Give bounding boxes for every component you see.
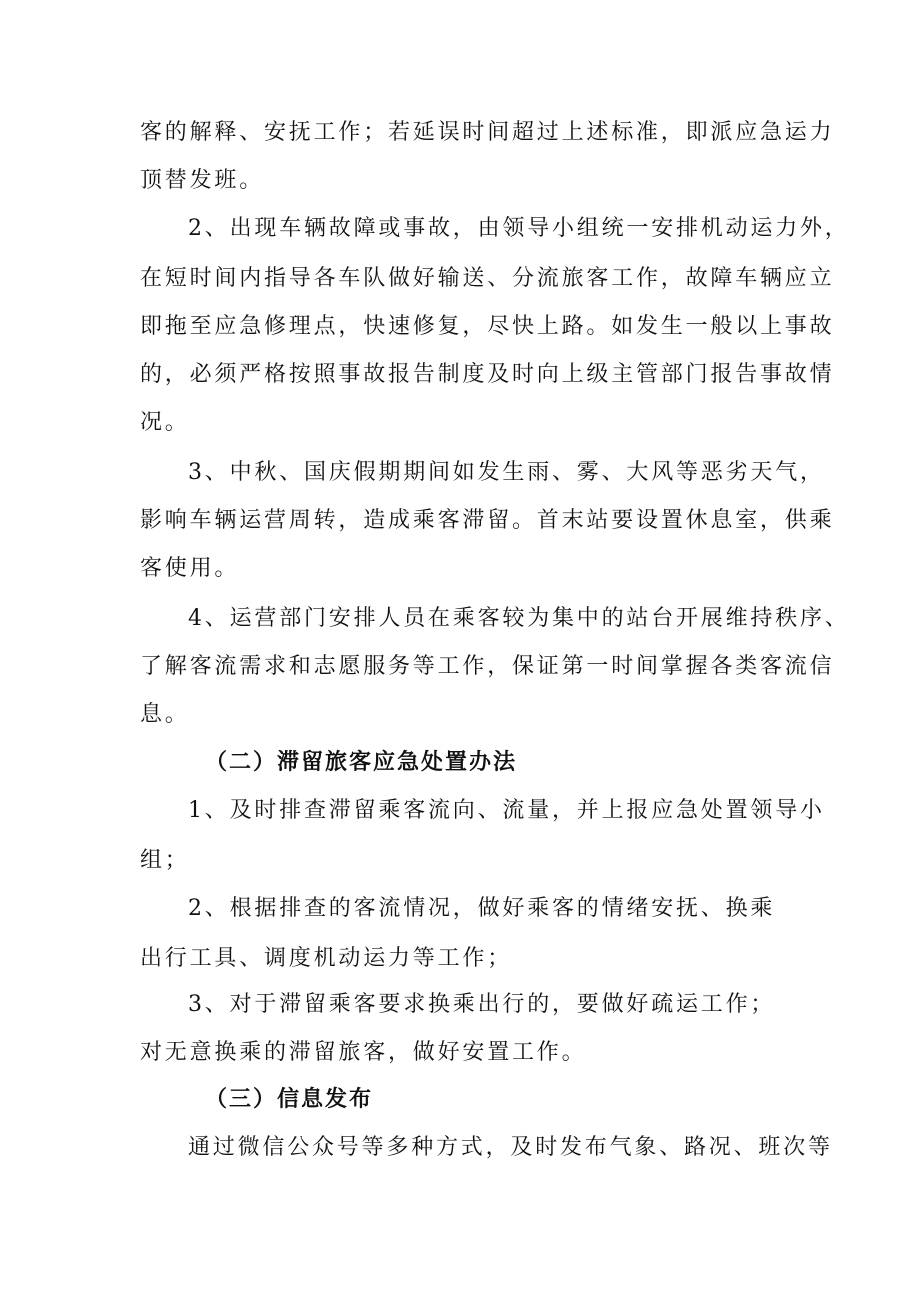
paragraph-line: 3、中秋、国庆假期期间如发生雨、雾、大风等恶劣天气，	[188, 460, 825, 485]
section-heading: （二）滞留旅客应急处置办法	[205, 750, 518, 775]
paragraph-line: 对无意换乘的滞留旅客，做好安置工作。	[140, 1040, 587, 1065]
paragraph-line: 3、对于滞留乘客要求换乘出行的，要做好疏运工作；	[188, 992, 776, 1017]
paragraph-line: 4、运营部门安排人员在乘客较为集中的站台开展维持秩序、	[188, 606, 850, 631]
paragraph-line: 2、根据排查的客流情况，做好乘客的情绪安抚、换乘	[188, 896, 776, 921]
paragraph-line: 客的解释、安抚工作；若延误时间超过上述标准，即派应急运力	[140, 120, 835, 145]
paragraph-line: 客使用。	[140, 556, 240, 581]
paragraph-line: 的，必须严格按照事故报告制度及时向上级主管部门报告事故情	[140, 362, 835, 387]
paragraph-line: 即拖至应急修理点，快速修复，尽快上路。如发生一般以上事故	[140, 314, 835, 339]
paragraph-line: 息。	[140, 702, 190, 727]
paragraph-line: 1、及时排查滞留乘客流向、流量，并上报应急处置领导小	[188, 798, 825, 823]
paragraph-line: 通过微信公众号等多种方式，及时发布气象、路况、班次等	[188, 1135, 833, 1160]
paragraph-line: 了解客流需求和志愿服务等工作，保证第一时间掌握各类客流信	[140, 654, 835, 679]
paragraph-line: 顶替发班。	[140, 168, 265, 193]
paragraph-line: 在短时间内指导各车队做好输送、分流旅客工作，故障车辆应立	[140, 266, 835, 291]
paragraph-line: 2、出现车辆故障或事故，由领导小组统一安排机动运力外，	[188, 216, 850, 241]
paragraph-line: 况。	[140, 410, 190, 435]
section-heading: （三）信息发布	[205, 1087, 374, 1112]
paragraph-line: 影响车辆运营周转，造成乘客滞留。首末站要设置休息室，供乘	[140, 508, 835, 533]
paragraph-line: 组；	[140, 848, 190, 873]
paragraph-line: 出行工具、调度机动运力等工作；	[140, 946, 513, 971]
